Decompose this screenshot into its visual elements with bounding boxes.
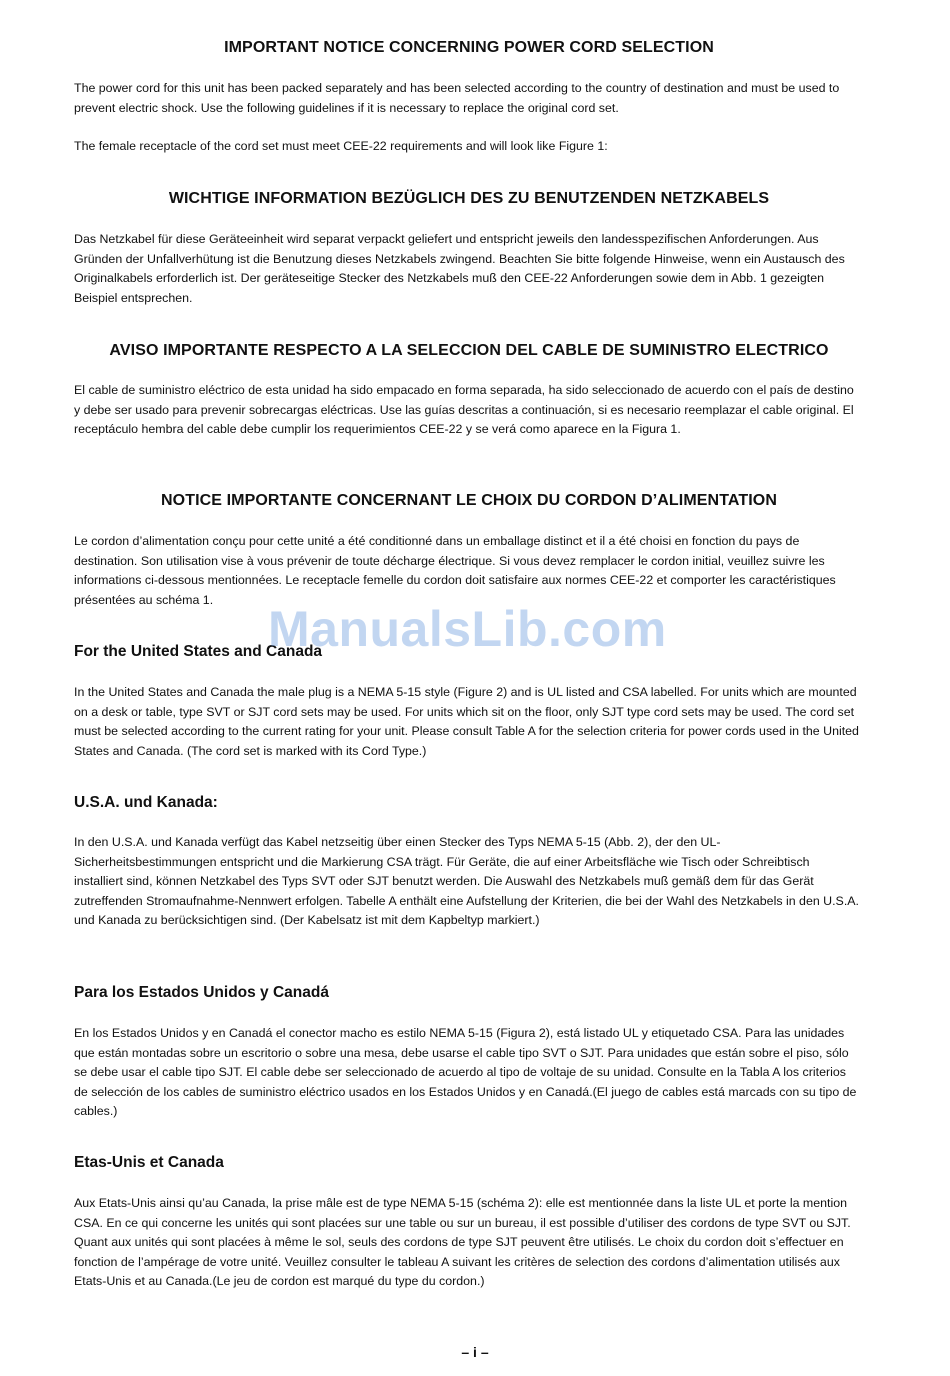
section-heading-usa-canada: For the United States and Canada — [74, 643, 323, 660]
manualslib-watermark: ManualsLib.com — [268, 601, 667, 657]
section-heading-spanish-notice: AVISO IMPORTANTE RESPECTO A LA SELECCION DEL CABLE DE SUMINISTRO ELECTRICO — [109, 342, 829, 359]
paragraph-power-cord-intro: The power cord for this unit has been packed separately and has been selected according to the country of destination and must be used to prevent electric shock. Use the following guidelines if it is necessary to replace the original cord set. — [74, 81, 840, 115]
paragraph-usa-canada: In the United States and Canada the male plug is a NEMA 5-15 style (Figure 2) and is UL listed and CSA labelled. For units which are mounted on a desk or table, type SVT or SJT cord sets may be used. For units which sit on the floor, only SJT type cord sets may be used. The cord set must be selected according to the current rating for your unit. Please consult Table A for the selection criteria for power cords used in the United States and Canada. (The cord set is marked with its Cord Type.) — [74, 685, 859, 758]
page-number: – i – — [461, 1344, 489, 1360]
paragraph-usa-kanada: In den U.S.A. und Kanada verfügt das Kabel netzseitig über einen Stecker des Typs NEMA 5-15 (Abb. 2), der den UL-Sicherheitsbestimmungen entspricht und die Markierung CSA trägt. Für Geräte, die auf einer Arbeitsfläche wie Tisch oder Schreibtisch installiert sind, können Netzkabel des Typs SVT oder SJT benutzt werden. Die Auswahl des Netzkabels muß gemäß dem für das Gerät zutreffenden Stromaufnahme-Nennwert erfolgen. Tabelle A enthält eine Aufstellung der Kriterien, die bei der Wahl des Netzkabels in den U.S.A. und Kanada zu berücksichtigen sind. (Der Kabelsatz ist mit dem Kapbeltyp markiert.) — [74, 835, 859, 927]
section-heading-etats-unis: Etas-Unis et Canada — [74, 1154, 224, 1171]
paragraph-french-notice: Le cordon d’alimentation conçu pour cette unité a été conditionné dans un emballage distinct et il a été choisi en fonction du pays de destination. Son utilisation vise à vous prévenir de toute décharge électrique. Si vous devez remplacer le cordon initial, veuillez suivre les informations ci-dessous mentionnées. Le receptacle femelle du cordon doit satisfaire aux normes CEE-22 et comporter les caractéristiques présentées au schéma 1. — [74, 534, 836, 607]
section-heading-power-cord-notice: IMPORTANT NOTICE CONCERNING POWER CORD SELECTION — [224, 39, 714, 56]
section-heading-french-notice: NOTICE IMPORTANTE CONCERNANT LE CHOIX DU CORDON D’ALIMENTATION — [161, 492, 777, 509]
paragraph-etats-unis: Aux Etats-Unis ainsi qu’au Canada, la prise mâle est de type NEMA 5-15 (schéma 2): elle est mentionnée dans la liste UL et porte la mention CSA. En ce qui concerne les unités qui sont placées sur une table ou sur un bureau, il est possible d’utiliser des cordons de type SVT ou SJT. Quant aux unités qui sont placées à même le sol, seuls des cordons de type SJT peuvent être utilisés. Le choix du cordon doit s’effectuer en fonction de l’ampérage de votre unité. Veuillez consulter le tableau A suivant les critères de selection des cordons d’alimentation utilisés aux Etats-Unis et au Canada.(Le jeu de cordon est marqué du type du cordon.) — [74, 1196, 851, 1288]
section-heading-usa-kanada: U.S.A. und Kanada: — [74, 794, 218, 811]
section-heading-estados-unidos: Para los Estados Unidos y Canadá — [74, 984, 329, 1001]
paragraph-estados-unidos: En los Estados Unidos y en Canadá el conector macho es estilo NEMA 5-15 (Figura 2), está listado UL y etiquetado CSA. Para las unidades que están montadas sobre un escritorio o sobre una mesa, debe usarse el cable tipo SVT o SJT. Para unidades que están sobre el piso, sólo se debe usar el cable tipo SJT. El cable debe ser seleccionado de acuerdo al tipo de voltaje de su unidad. Consulte en la Tabla A los criterios de selección de los cables de suministro eléctrico usados en los Estados Unidos y en Canadá.(El juego de cables está marcads con su tipo de cables.) — [74, 1026, 857, 1118]
paragraph-female-receptacle: The female receptacle of the cord set must meet CEE-22 requirements and will look like Figure 1: — [74, 139, 608, 153]
paragraph-german-notice: Das Netzkabel für diese Geräteeinheit wird separat verpackt geliefert und entspricht jeweils den landesspezifischen Anforderungen. Aus Gründen der Unfallverhütung ist die Benutzung dieses Netzkabels zwingend. Beachten Sie bitte folgende Hinweise, wenn ein Austausch des Originalkabels erforderlich ist. Der geräteseitige Stecker des Netzkabels muß den CEE-22 Anforderungen sowie dem in Abb. 1 gezeigten Beispiel entsprechen. — [74, 232, 845, 305]
section-heading-german-notice: WICHTIGE INFORMATION BEZÜGLICH DES ZU BENUTZENDEN NETZKABELS — [168, 190, 770, 207]
paragraph-spanish-notice: El cable de suministro eléctrico de esta unidad ha sido empacado en forma separada, ha sido seleccionado de acuerdo con el país de destino y debe ser usado para prevenir sobrecargas eléctricas. Use las guías descritas a continuación, si es necesario reemplazar el cable original. El receptáculo hembra del cable debe cumplir los requerimientos CEE-22 y se verá como aparece en la Figura 1. — [74, 383, 854, 436]
